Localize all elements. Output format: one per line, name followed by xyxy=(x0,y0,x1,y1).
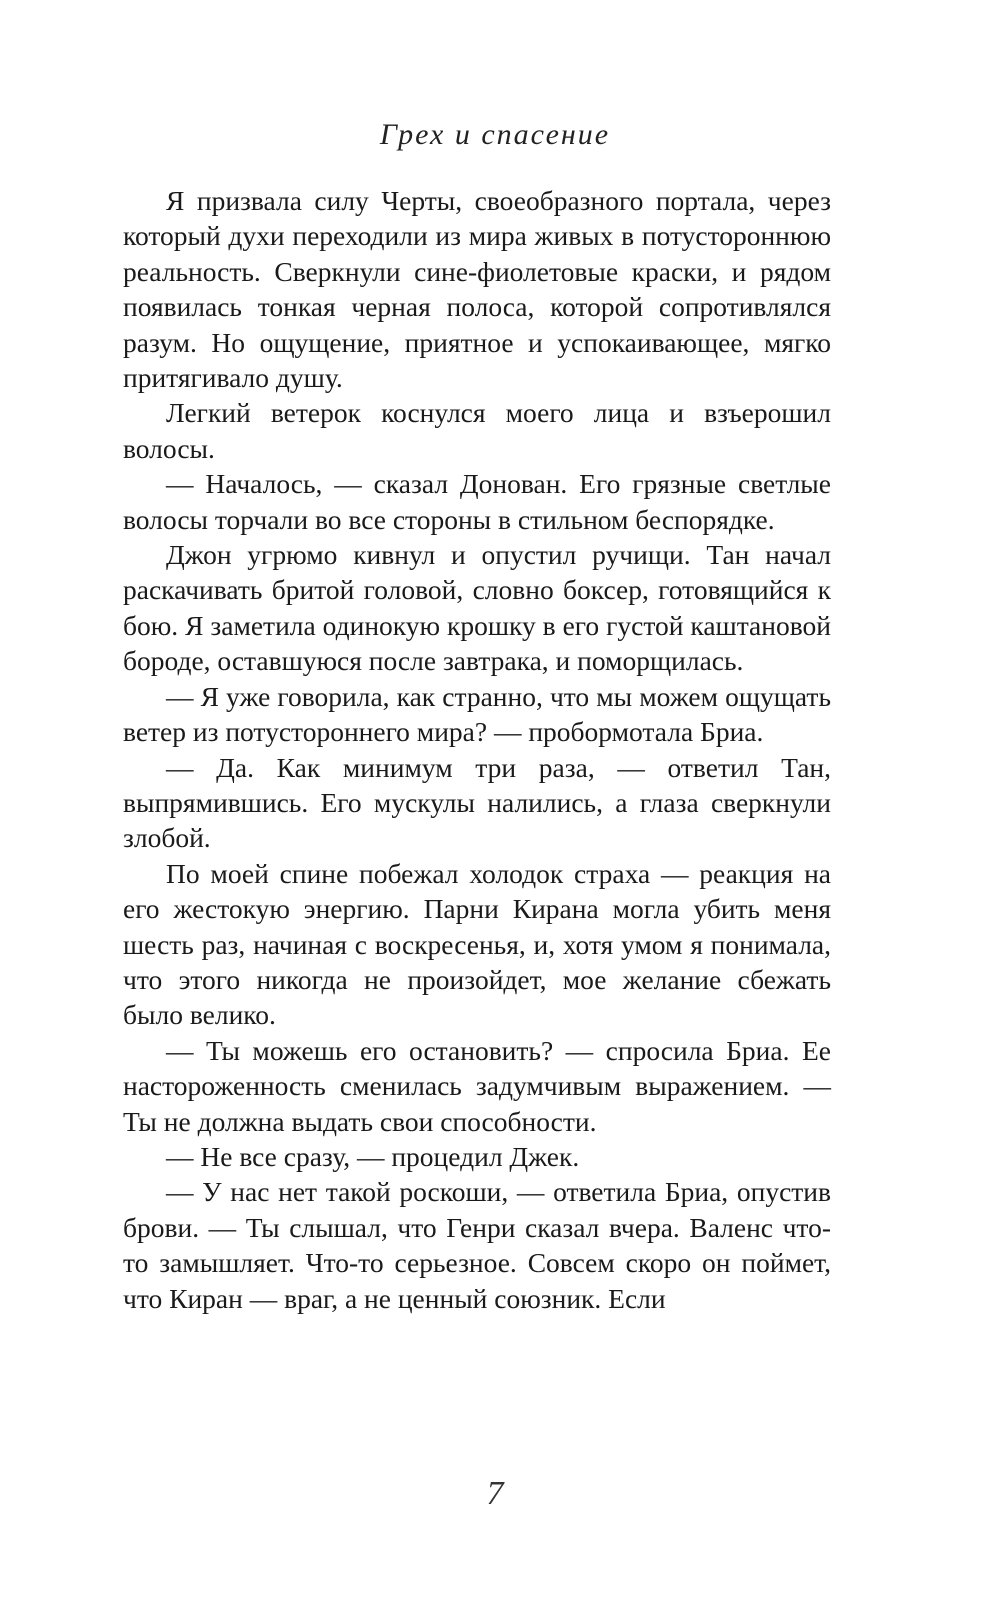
paragraph: — Я уже говорила, как странно, что мы можем ощущать ветер из потустороннего мира? — пробормотала Бриа. xyxy=(123,680,831,748)
paragraph: — Да. Как минимум три раза, — ответил Тан, выпрямившись. Его мускулы налились, а глаза сверкнули злобой. xyxy=(123,751,831,854)
page-number: 7 xyxy=(486,1475,504,1512)
paragraph: — Ты можешь его остановить? — спросила Бриа. Ее настороженность сменилась задумчивым выражением. — Ты не должна выдать свои способности. xyxy=(123,1034,831,1137)
paragraph: Я призвала силу Черты, своеобразного портала, через который духи переходили из мира живых в потустороннюю реальность. Сверкнули сине-фиолетовые краски, и рядом появилась тонкая черная полоса, которой сопротивлялся разум. Но ощущение, приятное и успокаивающее, мягко притягивало душу. xyxy=(123,185,831,394)
paragraph: — Не все сразу, — процедил Джек. xyxy=(166,1140,580,1172)
body-text xyxy=(123,183,831,1316)
paragraph: Джон угрюмо кивнул и опустил ручищи. Тан начал раскачивать бритой головой, словно боксер, готовящийся к бою. Я заметила одинокую крошку в его густой каштановой бороде, оставшуюся после завтрака, и поморщилась. xyxy=(123,539,831,677)
paragraph: — У нас нет такой роскоши, — ответила Бриа, опустив брови. — Ты слышал, что Генри сказал вчера. Валенс что-то замышляет. Что-то серьезное. Совсем скоро он поймет, что Киран — враг, а не ценный союзник. Если xyxy=(123,1176,831,1314)
running-head: Грех и спасение xyxy=(379,118,611,151)
paragraph: Легкий ветерок коснулся моего лица и взъерошил волосы. xyxy=(123,397,831,464)
paragraph: По моей спине побежал холодок страха — реакция на его жестокую энергию. Парни Кирана могла убить меня шесть раз, начиная с воскресенья, и, хотя умом я понимала, что этого никогда не произойдет, мое желание сбежать было велико. xyxy=(123,857,831,1031)
paragraph: — Началось, — сказал Донован. Его грязные светлые волосы торчали во все стороны в стильном беспорядке. xyxy=(123,468,831,535)
